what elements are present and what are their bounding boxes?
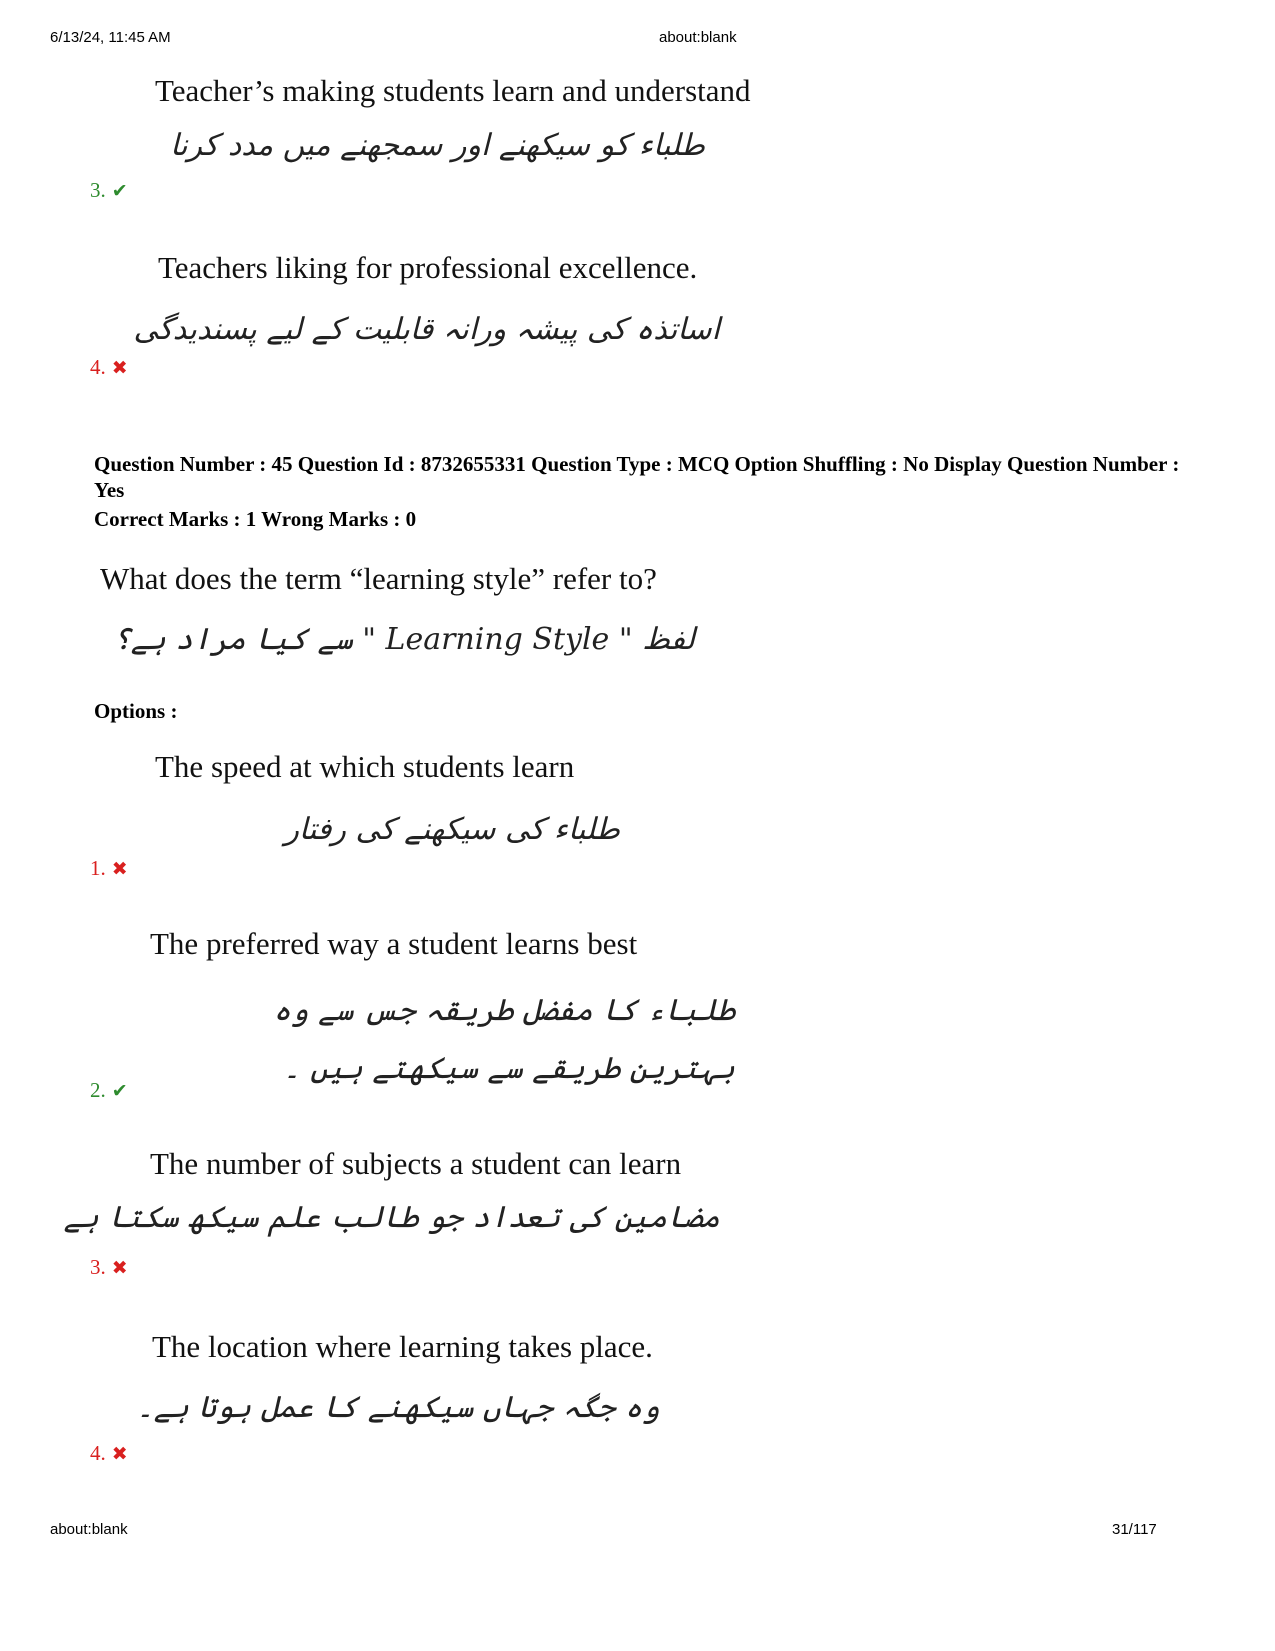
question-urdu-text: لفظ " Learning Style " سے کیا مراد ہے؟ [113,622,695,657]
option-english-text: The location where learning takes place. [152,1329,653,1364]
cross-icon: ✖ [111,358,128,379]
option-urdu-text: طلباء کو سیکھنے اور سمجھنے میں مدد کرنا [170,128,705,163]
print-datetime: 6/13/24, 11:45 AM [50,29,171,46]
question-marks: Correct Marks : 1 Wrong Marks : 0 [94,507,417,531]
option-english-text: The number of subjects a student can learn [150,1146,682,1181]
print-title: about:blank [659,29,737,46]
option-english-text: Teacher’s making students learn and understand [155,73,751,108]
check-icon: ✔ [111,181,128,202]
option-english-text: The preferred way a student learns best [150,926,638,961]
check-icon: ✔ [111,1081,128,1102]
cross-icon: ✖ [111,1258,128,1279]
option-number: 3. ✔ [90,178,128,202]
option-english-text: Teachers liking for professional excellence. [158,250,698,285]
option-number: 1. ✖ [90,856,128,880]
option-urdu-text: طلباء کا مفضل طریقہ جس سے وہ بہترین طریقے سے سیکھتے ہیں ۔ [273,993,735,1086]
option-english-text: The speed at which students learn [155,749,575,784]
option-number: 4. ✖ [90,1441,128,1465]
option-urdu-text: طلباء کی سیکھنے کی رفتار [284,812,620,847]
print-footer-url: about:blank [50,1521,128,1538]
option-urdu-text: وہ جگہ جہاں سیکھنے کا عمل ہوتا ہے۔ [136,1390,660,1425]
option-number: 3. ✖ [90,1255,128,1279]
cross-icon: ✖ [111,1444,128,1465]
question-english-text: What does the term “learning style” refer to? [100,561,657,596]
option-number: 2. ✔ [90,1078,128,1102]
options-label: Options : [94,699,178,723]
cross-icon: ✖ [111,859,128,880]
page-number: 31/117 [1112,1521,1157,1538]
option-urdu-text: اساتذہ کی پیشہ ورانہ قابلیت کے لیے پسندیدگی [133,312,720,347]
question-meta: Question Number : 45 Question Id : 8732655331 Question Type : MCQ Option Shuffling : No Display Question Number : Yes [94,452,1180,502]
option-urdu-text: مضامین کی تعداد جو طالب علم سیکھ سکتا ہے [63,1200,720,1235]
option-number: 4. ✖ [90,355,128,379]
